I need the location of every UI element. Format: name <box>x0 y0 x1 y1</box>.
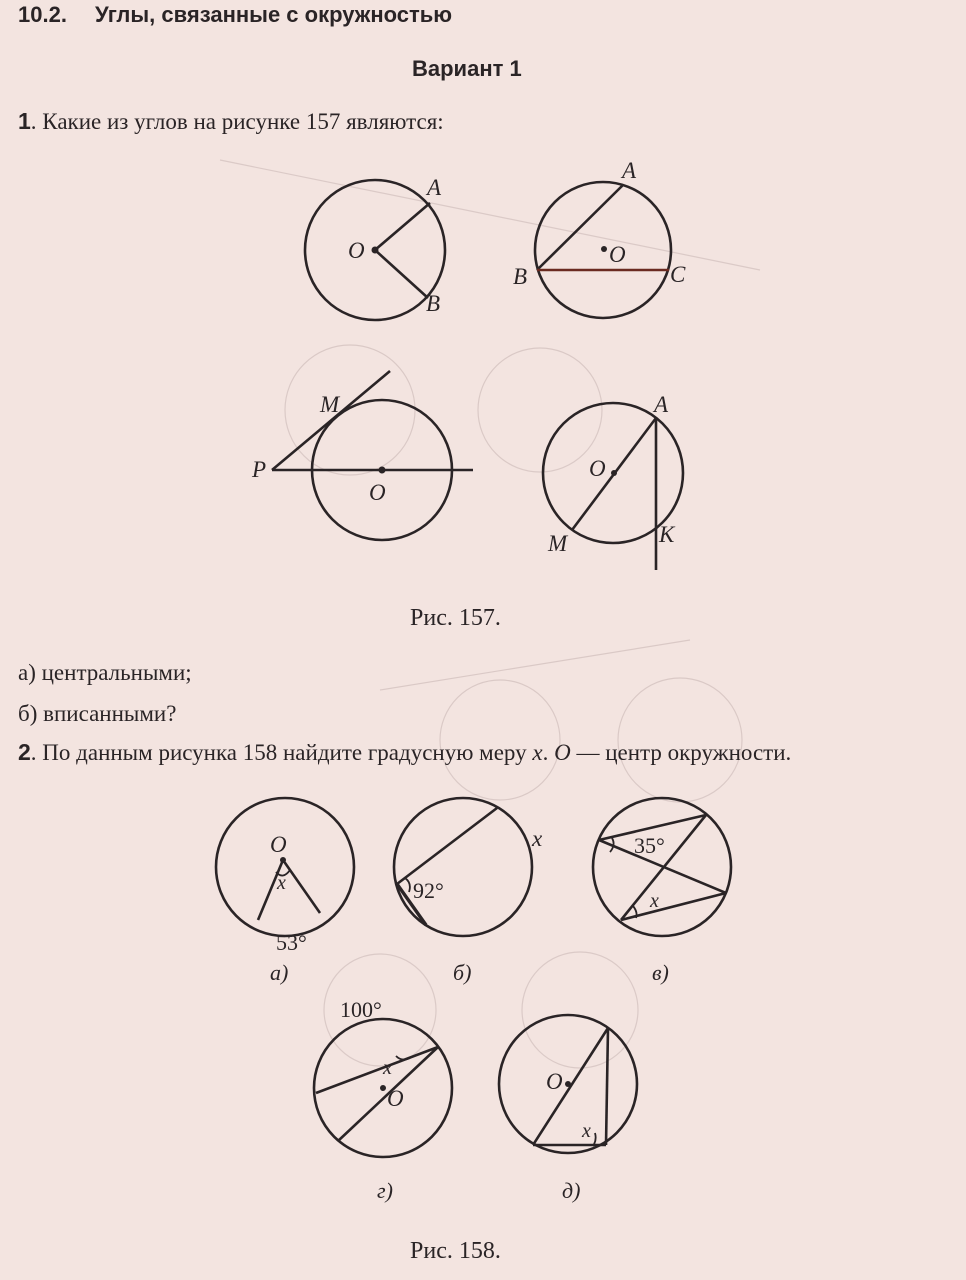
fig158-a-label-x: x <box>277 872 286 894</box>
task2-center: O <box>554 740 571 765</box>
fig157-4 <box>543 392 683 570</box>
fig158-g-value: 100° <box>340 997 382 1022</box>
fig157-3-label-o: O <box>369 480 386 505</box>
fig158-b-tag: б) <box>453 960 472 985</box>
fig158-d-label-x: x <box>582 1120 591 1142</box>
fig157-1-label-a: A <box>427 175 442 200</box>
section-number: 10.2. <box>18 2 67 27</box>
task2-number: 2 <box>18 739 31 765</box>
fig158-g-tag: г) <box>377 1178 393 1203</box>
fig158-d-label-o: O <box>546 1069 563 1094</box>
fig158-v-value: 35° <box>634 833 665 858</box>
fig158-v-tag: в) <box>652 960 669 985</box>
fig158-a-label-o: O <box>270 832 287 857</box>
section-title: Углы, связанные с окружностью <box>94 2 453 27</box>
fig158-v <box>593 798 731 985</box>
fig158-a <box>216 798 354 985</box>
fig157-2-label-b: B <box>513 264 528 289</box>
figure158-caption: Рис. 158. <box>410 1238 501 1264</box>
fig157-4-label-o: O <box>589 456 606 481</box>
task2-text-middle: . <box>542 740 555 765</box>
fig158-a-tag: а) <box>270 960 289 985</box>
task2-text-before: . По данным рисунка 158 найдите градусную меру <box>30 740 533 765</box>
fig157-3-label-p: P <box>252 457 267 482</box>
fig158-g-label-o: O <box>387 1086 404 1111</box>
figure157-caption: Рис. 157. <box>410 605 501 631</box>
fig157-4-label-m: M <box>548 531 568 556</box>
fig157-1-label-b: B <box>426 291 441 316</box>
fig157-2 <box>513 158 686 318</box>
fig158-a-value: 53° <box>276 930 307 955</box>
task1-option-b: б) вписанными? <box>18 701 177 726</box>
task1-number: 1 <box>18 108 31 134</box>
fig158-b-value: 92° <box>413 878 444 903</box>
fig157-2-label-o: O <box>609 242 626 267</box>
variant-title: Вариант 1 <box>412 56 522 81</box>
fig157-2-label-c: C <box>670 262 686 287</box>
task1-text: . Какие из углов на рисунке 157 являются: <box>30 109 444 134</box>
fig158-b-label-x: x <box>532 826 543 851</box>
fig157-1-label-o: O <box>348 238 365 263</box>
task2-variable: x <box>532 740 543 765</box>
task2-text-after: — центр окружности. <box>570 740 792 765</box>
fig157-4-label-a: A <box>654 392 669 417</box>
fig158-g-label-x: x <box>383 1057 392 1079</box>
fig158-b <box>394 798 543 985</box>
task1-option-a: а) центральными; <box>18 660 192 685</box>
fig158-v-label-x: x <box>650 890 659 912</box>
fig158-d <box>499 1015 637 1203</box>
fig157-1 <box>305 175 445 320</box>
fig158-g <box>314 997 452 1203</box>
fig157-4-label-k: K <box>659 522 675 547</box>
task2-question <box>18 739 791 766</box>
fig157-2-label-a: A <box>622 158 637 183</box>
fig157-3 <box>251 371 473 540</box>
fig158-d-tag: д) <box>562 1178 581 1203</box>
fig157-3-label-m: M <box>320 392 340 417</box>
